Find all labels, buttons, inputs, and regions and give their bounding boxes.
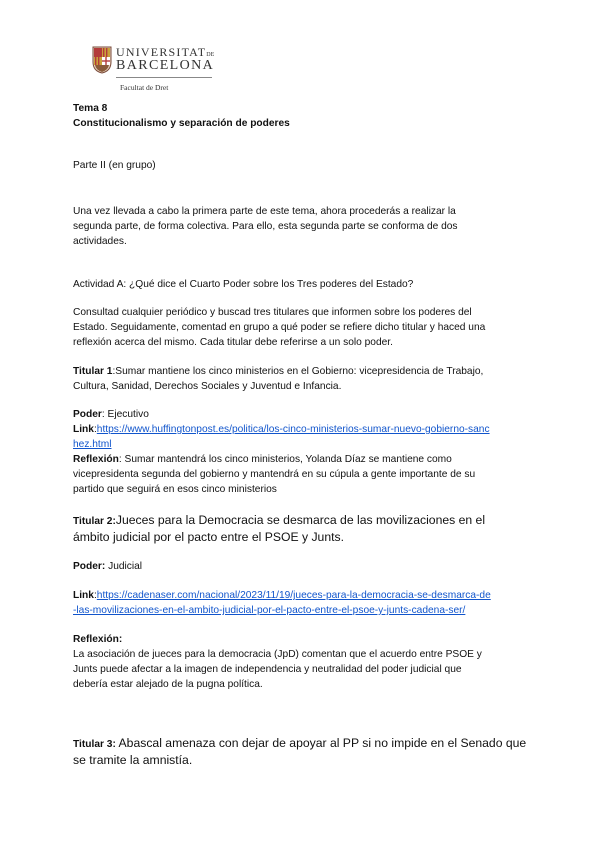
topic-title: Constitucionalismo y separación de poderes (73, 118, 290, 129)
titular1-link-row: Link:https://www.huffingtonpost.es/politica/los-cinco-ministerios-sumar-nuevo-gobierno-sanc (73, 424, 490, 435)
titular1-text-cont: Cultura, Sanidad, Derechos Sociales y Juventud e Infancia. (73, 381, 342, 392)
topic-number: Tema 8 (73, 103, 108, 114)
titular1-reflexion-cont: partido que seguirá en esos cinco ministerios (73, 484, 277, 495)
titular1-link[interactable]: https://www.huffingtonpost.es/politica/los-cinco-ministerios-sumar-nuevo-gobierno-sanc (96, 424, 490, 435)
titular3-text: Abascal amenaza con dejar de apoyar al PP si no impide en el Senado que (115, 736, 527, 750)
faculty-name: Facultat de Dret (120, 83, 169, 92)
titular1-link-cont[interactable]: hez.html (73, 439, 112, 450)
titular2-link-row2 (73, 603, 465, 618)
instruction-line: Estado. Seguidamente, comentad en grupo a qué poder se refiere dicho titular y haced una (73, 322, 486, 333)
instruction-line: reflexión acerca del mismo. Cada titular debe referirse a un solo poder. (73, 337, 393, 348)
titular2-reflexion: La asociación de jueces para la democracia (JpD) comentan que el acuerdo entre PSOE y (73, 649, 482, 660)
titular1-text: :Sumar mantiene los cinco ministerios en el Gobierno: vicepresidencia de Trabajo, (112, 366, 484, 377)
intro-line: Una vez llevada a cabo la primera parte de este tema, ahora procederás a realizar la (73, 206, 456, 217)
logo-divider (116, 77, 212, 78)
titular1-headline (73, 364, 483, 379)
titular2-link-row: Link:https://cadenaser.com/nacional/2023/11/19/jueces-para-la-democracia-se-desmarca-de (73, 590, 491, 601)
intro-line: actividades. (73, 236, 127, 247)
titular2-text: Jueces para la Democracia se desmarca de las movilizaciones en el (115, 513, 486, 527)
titular1-link-row2 (73, 437, 112, 452)
instruction-line: Consultad cualquier periódico y buscad tres titulares que informen sobre los poderes del (73, 307, 472, 318)
titular1-reflexion: Reflexión: Sumar mantendrá los cinco ministerios, Yolanda Díaz se mantiene como (73, 454, 452, 465)
titular1-reflexion-cont: vicepresidenta segunda del gobierno y mantendrá en su cúpula a gente importante de su (73, 469, 476, 480)
titular1-poder-value: : Ejecutivo (101, 409, 149, 420)
titular3-label: Titular 3: (73, 739, 116, 750)
university-shield-icon (92, 46, 112, 74)
titular2-poder-value: Judicial (105, 561, 143, 572)
titular2-poder: Poder: Judicial (73, 561, 143, 572)
activity-title: Actividad A: ¿Qué dice el Cuarto Poder sobre los Tres poderes del Estado? (73, 279, 414, 290)
titular2-text-cont: ámbito judicial por el pacto entre el PSOE y Junts. (73, 530, 344, 544)
titular1-poder: Poder: Ejecutivo (73, 409, 149, 420)
part-heading: Parte II (en grupo) (73, 160, 156, 171)
titular2-reflexion-cont: debería estar alejado de la pugna política. (73, 679, 263, 690)
titular1-label: Titular 1 (73, 366, 113, 377)
intro-line: segunda parte, de forma colectiva. Para ello, esta segunda parte se conforma de dos (73, 221, 458, 232)
university-name-line2: BARCELONA (116, 58, 215, 73)
university-name-line1: UNIVERSITATDE (116, 45, 215, 59)
titular2-label: Titular 2: (73, 516, 116, 527)
university-logo (92, 43, 215, 93)
titular3-text-cont: se tramite la amnistía. (73, 753, 193, 767)
titular2-link[interactable]: https://cadenaser.com/nacional/2023/11/19/jueces-para-la-democracia-se-desmarca-de (96, 590, 491, 601)
titular2-link-cont[interactable]: -las-movilizaciones-en-el-ambito-judicial-por-el-pacto-entre-el-psoe-y-junts-cadena-ser/ (73, 605, 466, 616)
titular2-reflexion-cont: Junts puede afectar a la imagen de independencia y neutralidad del poder judicial que (73, 664, 462, 675)
titular2-reflexion-label: Reflexión: (73, 634, 123, 645)
